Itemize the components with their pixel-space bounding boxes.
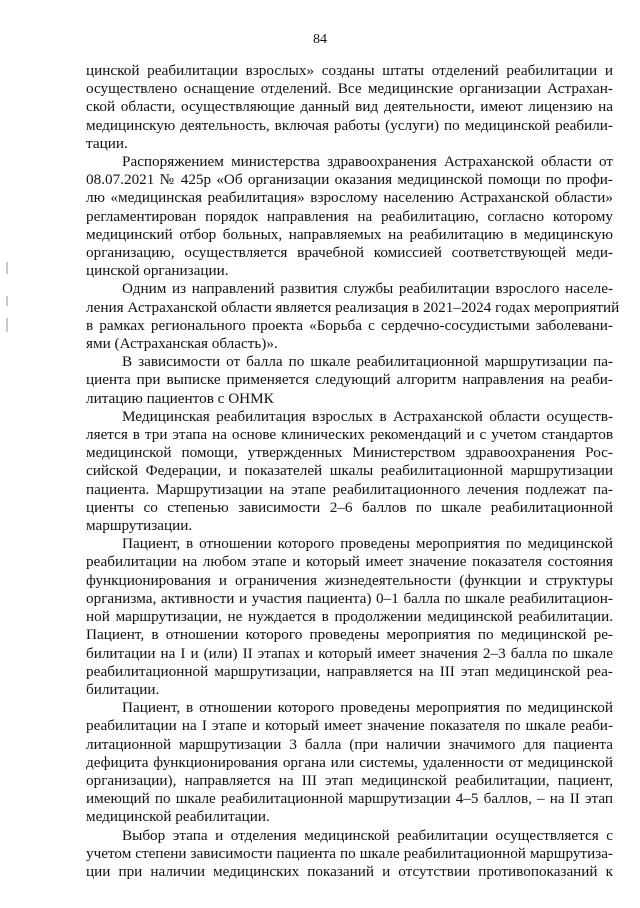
- text-line: ями (Астраханская область)».: [86, 335, 278, 353]
- page-number: 84: [313, 32, 327, 47]
- scan-margin-mark: [6, 318, 8, 332]
- text-line: медицинской реабилитации.: [86, 808, 270, 826]
- text-line: тации.: [86, 134, 128, 152]
- text-line: Одним из направлений развития службы реабилитации взрослого населе-: [122, 280, 613, 298]
- text-line: в рамках регионального проекта «Борьба с сердечно-сосудистыми заболевани-: [86, 316, 613, 334]
- text-line: функционирования и ограничения жизнедеятельности (функции и структуры: [86, 571, 613, 589]
- text-line: В зависимости от балла по шкале реабилитационной маршрутизации па-: [122, 353, 613, 371]
- text-line: лю «медицинская реабилитация» взрослому населению Астраханской области»: [86, 189, 613, 207]
- scan-margin-mark: [6, 296, 8, 306]
- text-line: реабилитационной маршрутизации, направляется на III этап медицинской реа-: [86, 662, 613, 680]
- text-line: ляется в три этапа на основе клинических рекомендаций и с учетом стандартов: [86, 426, 613, 444]
- text-line: Распоряжением министерства здравоохранения Астраханской области от: [122, 153, 613, 171]
- text-line: билитации на I и (или) II этапах и который имеет значения 2–3 балла по шкале: [86, 644, 613, 662]
- text-line: литацию пациентов с ОНМК: [86, 389, 274, 407]
- text-line: ции при наличии медицинских показаний и отсутствии противопоказаний к: [86, 862, 613, 880]
- text-line: Пациент, в отношении которого проведены мероприятия по медицинской ре-: [86, 626, 613, 644]
- text-line: Медицинская реабилитация взрослых в Астраханской области осуществ-: [122, 407, 613, 425]
- text-line: 08.07.2021 № 425р «Об организации оказания медицинской помощи по профи-: [86, 171, 613, 189]
- text-line: цинской реабилитации взрослых» созданы штаты отделений реабилитации и: [86, 62, 613, 79]
- text-line: имеющий по шкале реабилитационной маршрутизации 4–5 баллов, – на II этап: [86, 790, 613, 808]
- text-line: Пациент, в отношении которого проведены мероприятия по медицинской: [122, 699, 613, 717]
- scan-margin-mark: [6, 262, 8, 274]
- text-line: ской области, осуществляющие данный вид деятельности, имеют лицензию на: [86, 98, 613, 116]
- text-line: Выбор этапа и отделения медицинской реабилитации осуществляется с: [122, 826, 613, 844]
- text-line: циента при выписке применяется следующий алгоритм направления на реаби-: [86, 371, 613, 389]
- text-line: Пациент, в отношении которого проведены мероприятия по медицинской: [122, 535, 613, 553]
- text-line: организма, активности и участия пациента) 0–1 балла по шкале реабилитацион-: [86, 589, 613, 607]
- body-text: [86, 62, 620, 881]
- text-line: циенты со степенью зависимости 2–6 баллов по шкале реабилитационной: [86, 498, 613, 516]
- text-line: маршрутизации.: [86, 517, 193, 535]
- text-line: медицинский отбор больных, направляемых на реабилитацию в медицинскую: [86, 225, 613, 243]
- text-line: учетом степени зависимости пациента по шкале реабилитационной маршрутиза-: [86, 844, 613, 862]
- text-line: организацию, осуществляется врачебной комиссией соответствующей меди-: [86, 244, 613, 262]
- text-line: билитации.: [86, 680, 160, 698]
- text-line: пациента. Маршрутизации на этапе реабилитационного лечения подлежат па-: [86, 480, 613, 498]
- text-line: ной маршрутизации, не нуждается в продолжении медицинской реабилитации.: [86, 608, 613, 626]
- text-line: цинской организации.: [86, 262, 229, 280]
- text-line: сийской Федерации, и показателей шкалы реабилитационной маршрутизации: [86, 462, 613, 480]
- text-line: литационной маршрутизации 3 балла (при наличии значимого для пациента: [86, 735, 613, 753]
- text-line: регламентирован порядок направления на реабилитацию, согласно которому: [86, 207, 613, 225]
- text-line: ления Астраханской области является реализация в 2021–2024 годах мероприятий: [86, 298, 620, 316]
- text-line: медицинскую деятельность, включая работы (услуги) по медицинской реабили-: [86, 116, 613, 134]
- text-line: реабилитации на I этапе и который имеет значение показателя по шкале реаби-: [86, 717, 613, 735]
- text-line: дефицита функционирования органа или системы, удаленности от медицинской: [86, 753, 613, 771]
- text-line: осуществлено оснащение отделений. Все медицинские организации Астрахан-: [86, 80, 613, 98]
- text-line: организации), направляется на III этап медицинской реабилитации, пациент,: [86, 771, 613, 789]
- text-line: медицинской помощи, утвержденных Министерством здравоохранения Рос-: [86, 444, 613, 462]
- text-line: реабилитации на любом этапе и который имеет значение показателя состояния: [86, 553, 613, 571]
